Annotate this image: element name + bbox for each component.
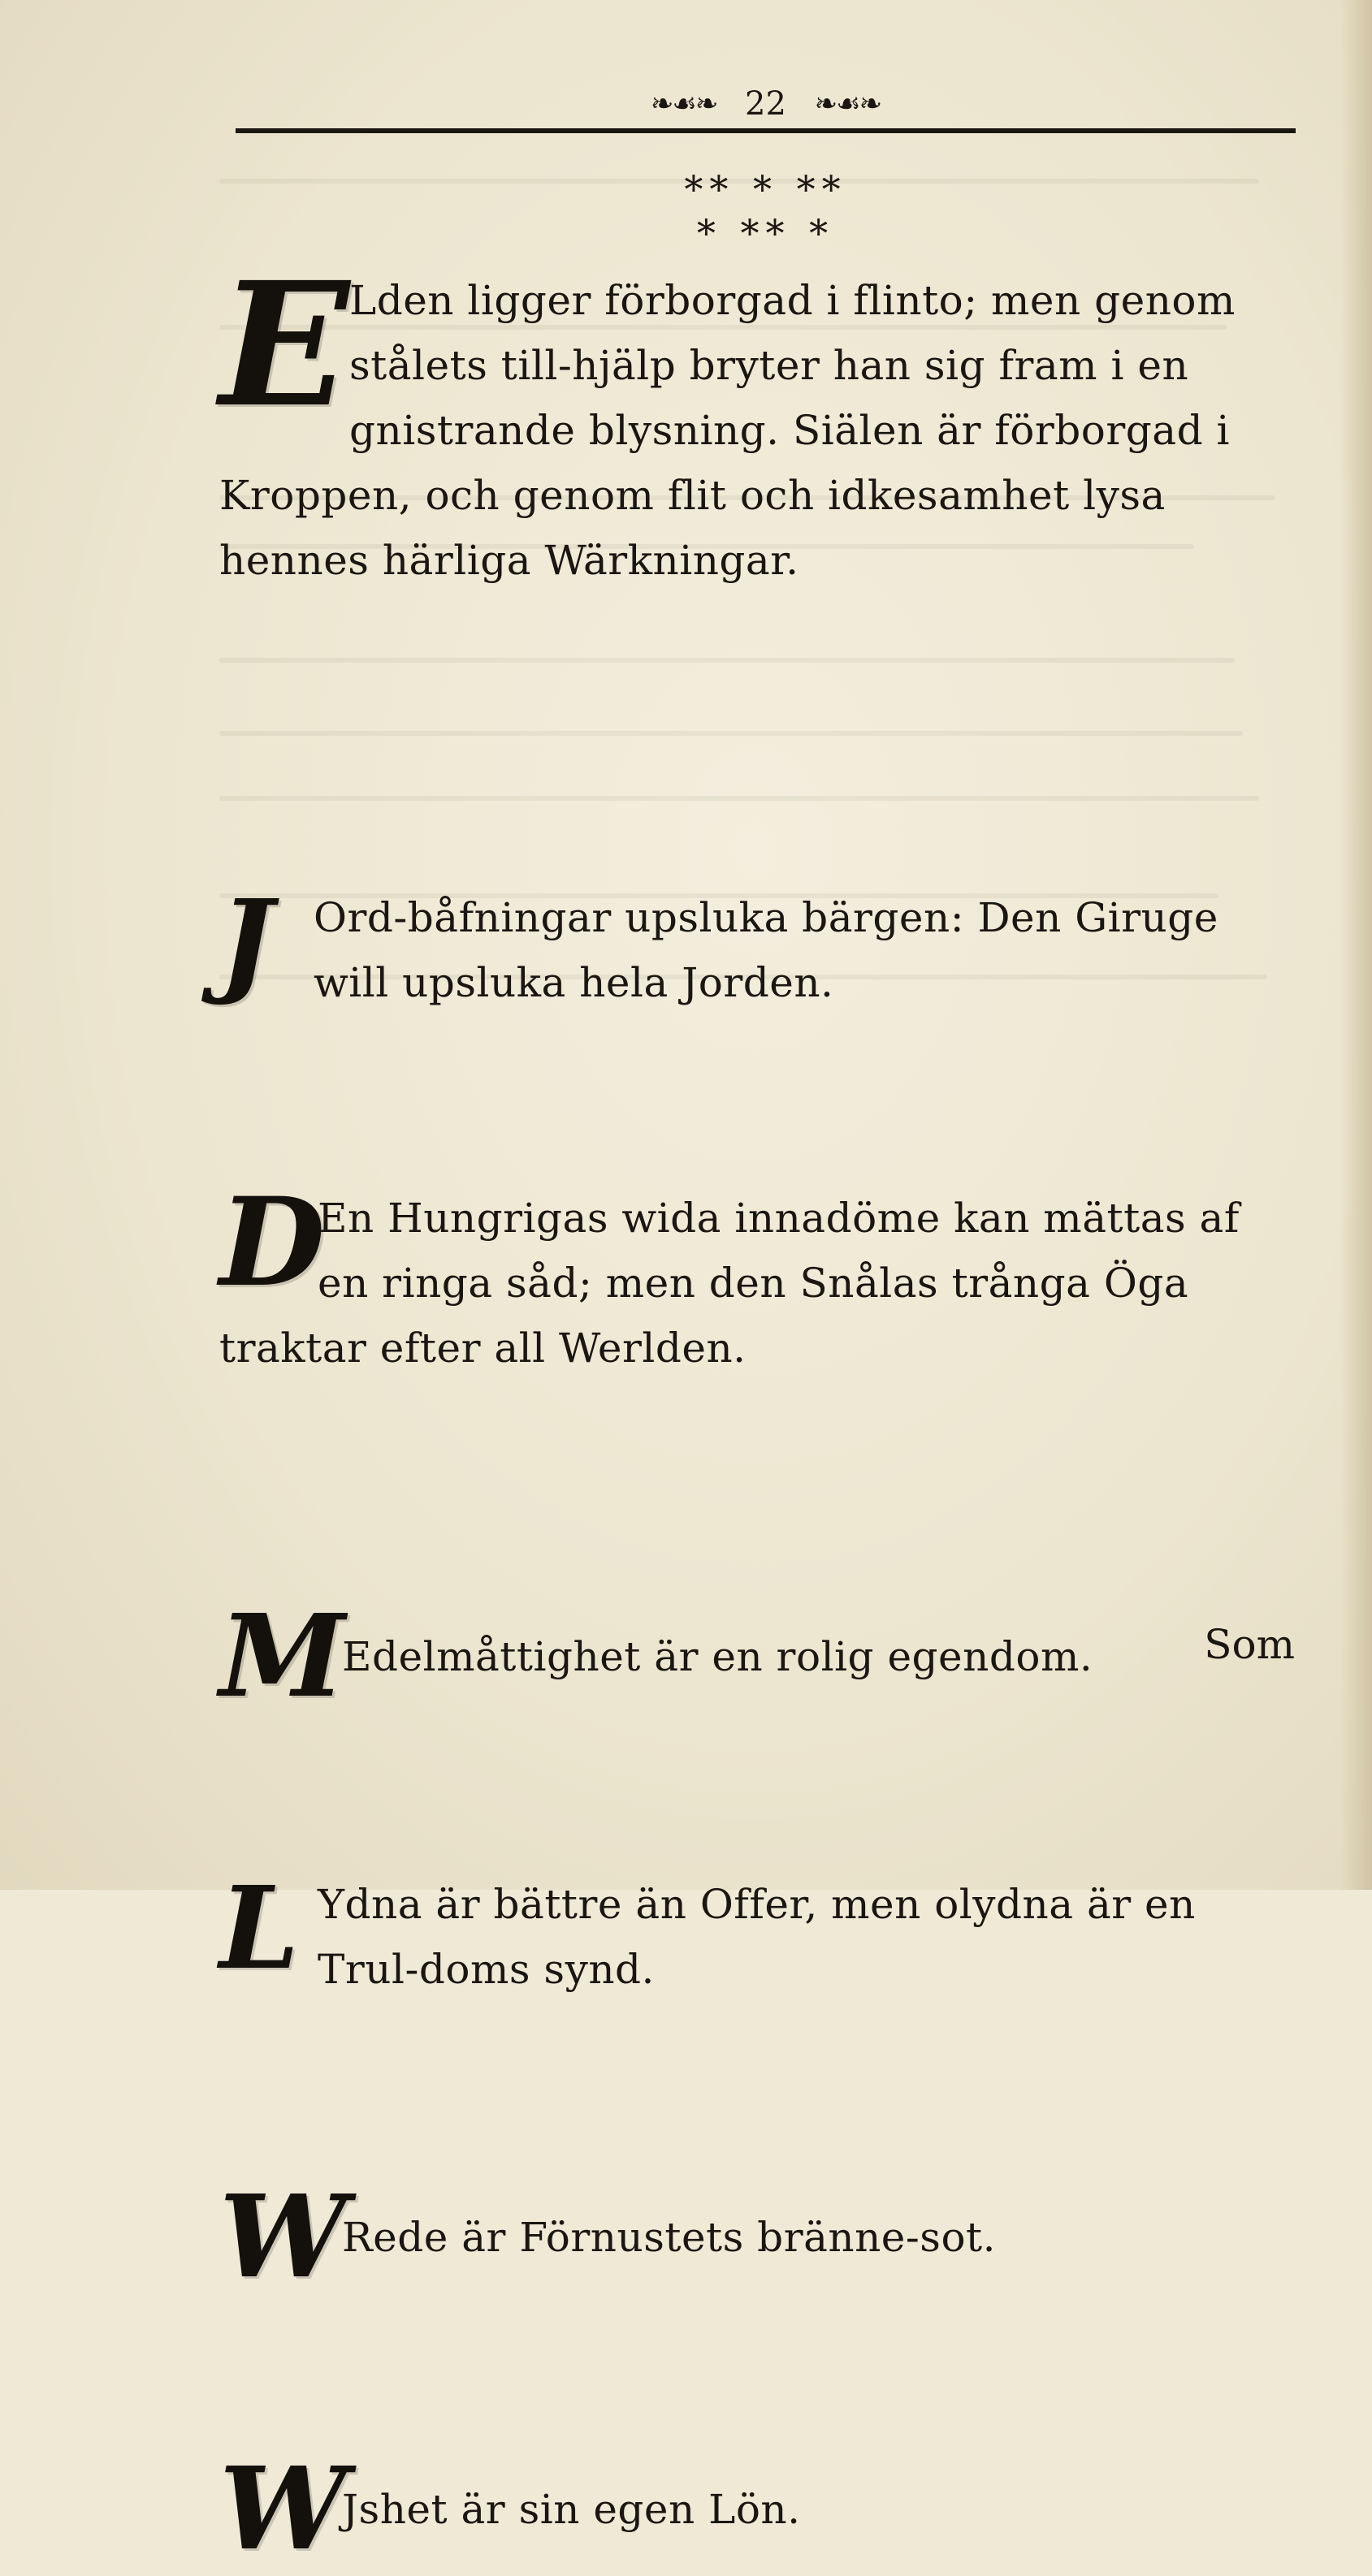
proverb-entry [219,1862,1296,2002]
proverb-entry [219,1590,1296,1723]
page-edge-shadow [1340,0,1372,1890]
asterism-row-1: ** * ** [684,167,847,211]
decorated-initial: M [219,1590,345,1723]
asterism-row-2: * ** * [696,211,835,255]
proverb-text: Ord-båfningar upsluka bärgen: Den Giruge will upsluka hela Jorden. [314,894,1218,1006]
page-header [236,81,1296,122]
proverb-text: Jshet är sin egen Lön. [342,2486,801,2533]
decorated-initial: D [219,1171,326,1314]
proverb-entry [219,1171,1296,1381]
page-number: 22 [745,85,786,123]
proverb-text: Ydna är bättre än Offer, men olydna är en Trul-doms synd. [318,1881,1196,1993]
proverb-entry [219,2171,1296,2304]
decorated-initial: W [219,2443,348,2576]
header-ornament-right: ❧☙❧ [814,88,881,120]
proverb-entry [219,2443,1296,2576]
proverb-entry [219,875,1296,1015]
decorated-initial: L [219,1862,300,1995]
decorated-initial: J [219,875,274,1009]
proverb-entry [219,244,1296,593]
proverb-text: Edelmåttighet är en rolig egendom. [342,1633,1093,1680]
decorated-initial: E [219,244,350,445]
header-ornament-left: ❧☙❧ [650,88,717,120]
catchword: Som [1204,1621,1295,1668]
header-rule [236,128,1296,133]
proverb-text: En Hungrigas wida innadöme kan mättas af en ringa såd; men den Snålas trånga Öga traktar efter all Werlden. [219,1195,1240,1372]
decorated-initial: W [219,2171,348,2304]
proverb-text: Rede är Förnustets bränne-sot. [342,2214,997,2261]
proverb-text: Lden ligger förborgad i flinto; men genom stålets till-hjälp bryter han sig fram i en gnistrande blysning. Siälen är förborgad i Kroppen, och genom flit och idkesamhet lysa hennes härliga Wärkningar. [219,277,1236,584]
